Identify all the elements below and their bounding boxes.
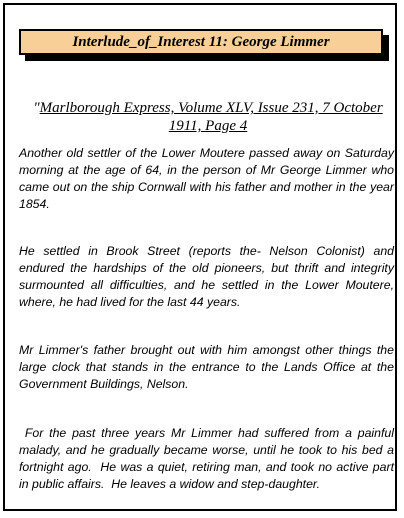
citation-text: Marlborough Express, Volume XLV, Issue 231, 7 October 1911, Page 4: [39, 100, 383, 134]
source-citation: [23, 99, 393, 135]
paragraph-4: For the past three years Mr Limmer had suffered from a painful malady, and he gradually became worse, until he took to his bed a fortnight ago. He was a quiet, retiring man, and took no active part in public affairs. He leaves a widow and step-daughter.: [19, 426, 398, 491]
paragraph-1: Another old settler of the Lower Moutere passed away on Saturday morning at the age of 64, in the person of Mr George Limmer who came out on the ship Cornwall with his father and mother in the year 1854.: [19, 146, 398, 211]
page-title: Interlude_of_Interest 11: George Limmer: [72, 34, 330, 50]
title-banner: [19, 29, 383, 55]
paragraph-3: Mr Limmer's father brought out with him amongst other things the large clock that stands in the entrance to the Lands Office at the Government Buildings, Nelson.: [19, 343, 398, 391]
page-frame: [3, 3, 397, 511]
quote-mark: ": [33, 100, 40, 116]
paragraph-2: He settled in Brook Street (reports the- Nelson Colonist) and endured the hardships of the old pioneers, but thrift and integrity surmounted all difficulties, and he settled in the Lower Moutere, where, he had lived for the last 44 years.: [19, 244, 398, 309]
